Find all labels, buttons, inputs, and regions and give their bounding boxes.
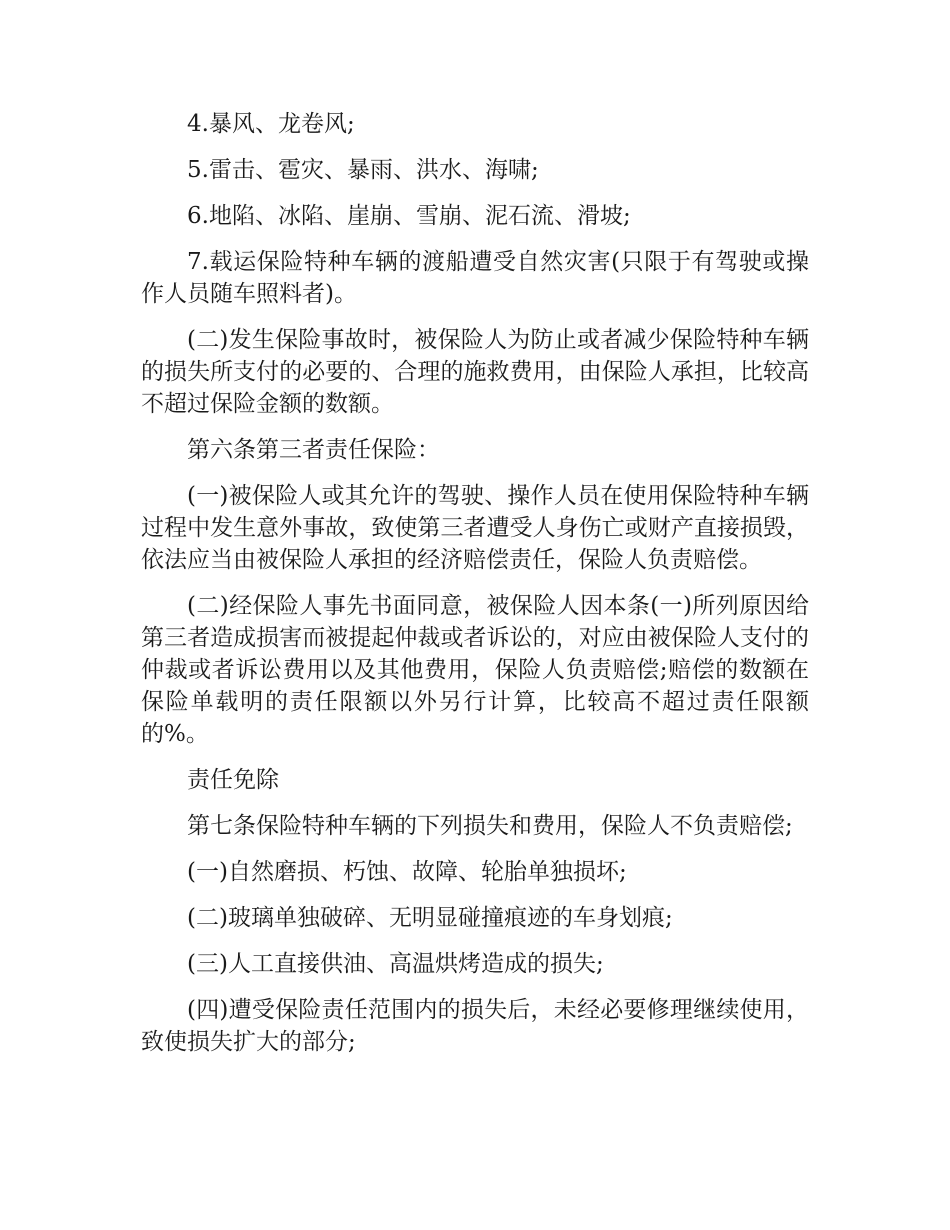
paragraph-third-party-liability: (一)被保险人或其允许的驾驶、操作人员在使用保险特种车辆过程中发生意外事故，致使第三者遭受人身伤亡或财产直接损毁，依法应当由被保险人承担的经济赔偿责任，保险人负责赔偿。: [141, 483, 809, 573]
exclusion-item-3: (三)人工直接供油、高温烘烤造成的损失;: [187, 951, 604, 977]
article-6-heading: 第六条第三者责任保险：: [187, 437, 440, 463]
section-heading-exclusions: 责任免除: [187, 767, 279, 793]
paragraph-item-5: 5.雷击、雹灾、暴雨、洪水、海啸;: [187, 157, 539, 183]
article-7-intro: 第七条保险特种车辆的下列损失和费用，保险人不负责赔偿;: [187, 813, 793, 839]
paragraph-item-6: 6.地陷、冰陷、崖崩、雪崩、泥石流、滑坡;: [187, 203, 631, 229]
paragraph-item-7: 7.载运保险特种车辆的渡船遭受自然灾害(只限于有驾驶或操作人员随车照料者)。: [141, 249, 809, 307]
exclusion-item-4: (四)遭受保险责任范围内的损失后，未经必要修理继续使用，致使损失扩大的部分;: [141, 997, 809, 1055]
exclusion-item-2: (二)玻璃单独破碎、无明显碰撞痕迹的车身划痕;: [187, 905, 673, 931]
document-body: [141, 108, 809, 1072]
paragraph-item-4: 4.暴风、龙卷风;: [187, 111, 355, 137]
paragraph-rescue-costs: (二)发生保险事故时，被保险人为防止或者减少保险特种车辆的损失所支付的必要的、合理的施救费用，由保险人承担，比较高不超过保险金额的数额。: [141, 327, 809, 417]
paragraph-arbitration-costs: (二)经保险人事先书面同意，被保险人因本条(一)所列原因给第三者造成损害而被提起仲裁或者诉讼的，对应由被保险人支付的仲裁或者诉讼费用以及其他费用，保险人负责赔偿;赔偿的数额在保险单载明的责任限额以外另行计算，比较高不超过责任限额的%。: [141, 593, 809, 747]
exclusion-item-1: (一)自然磨损、朽蚀、故障、轮胎单独损坏;: [187, 859, 627, 885]
